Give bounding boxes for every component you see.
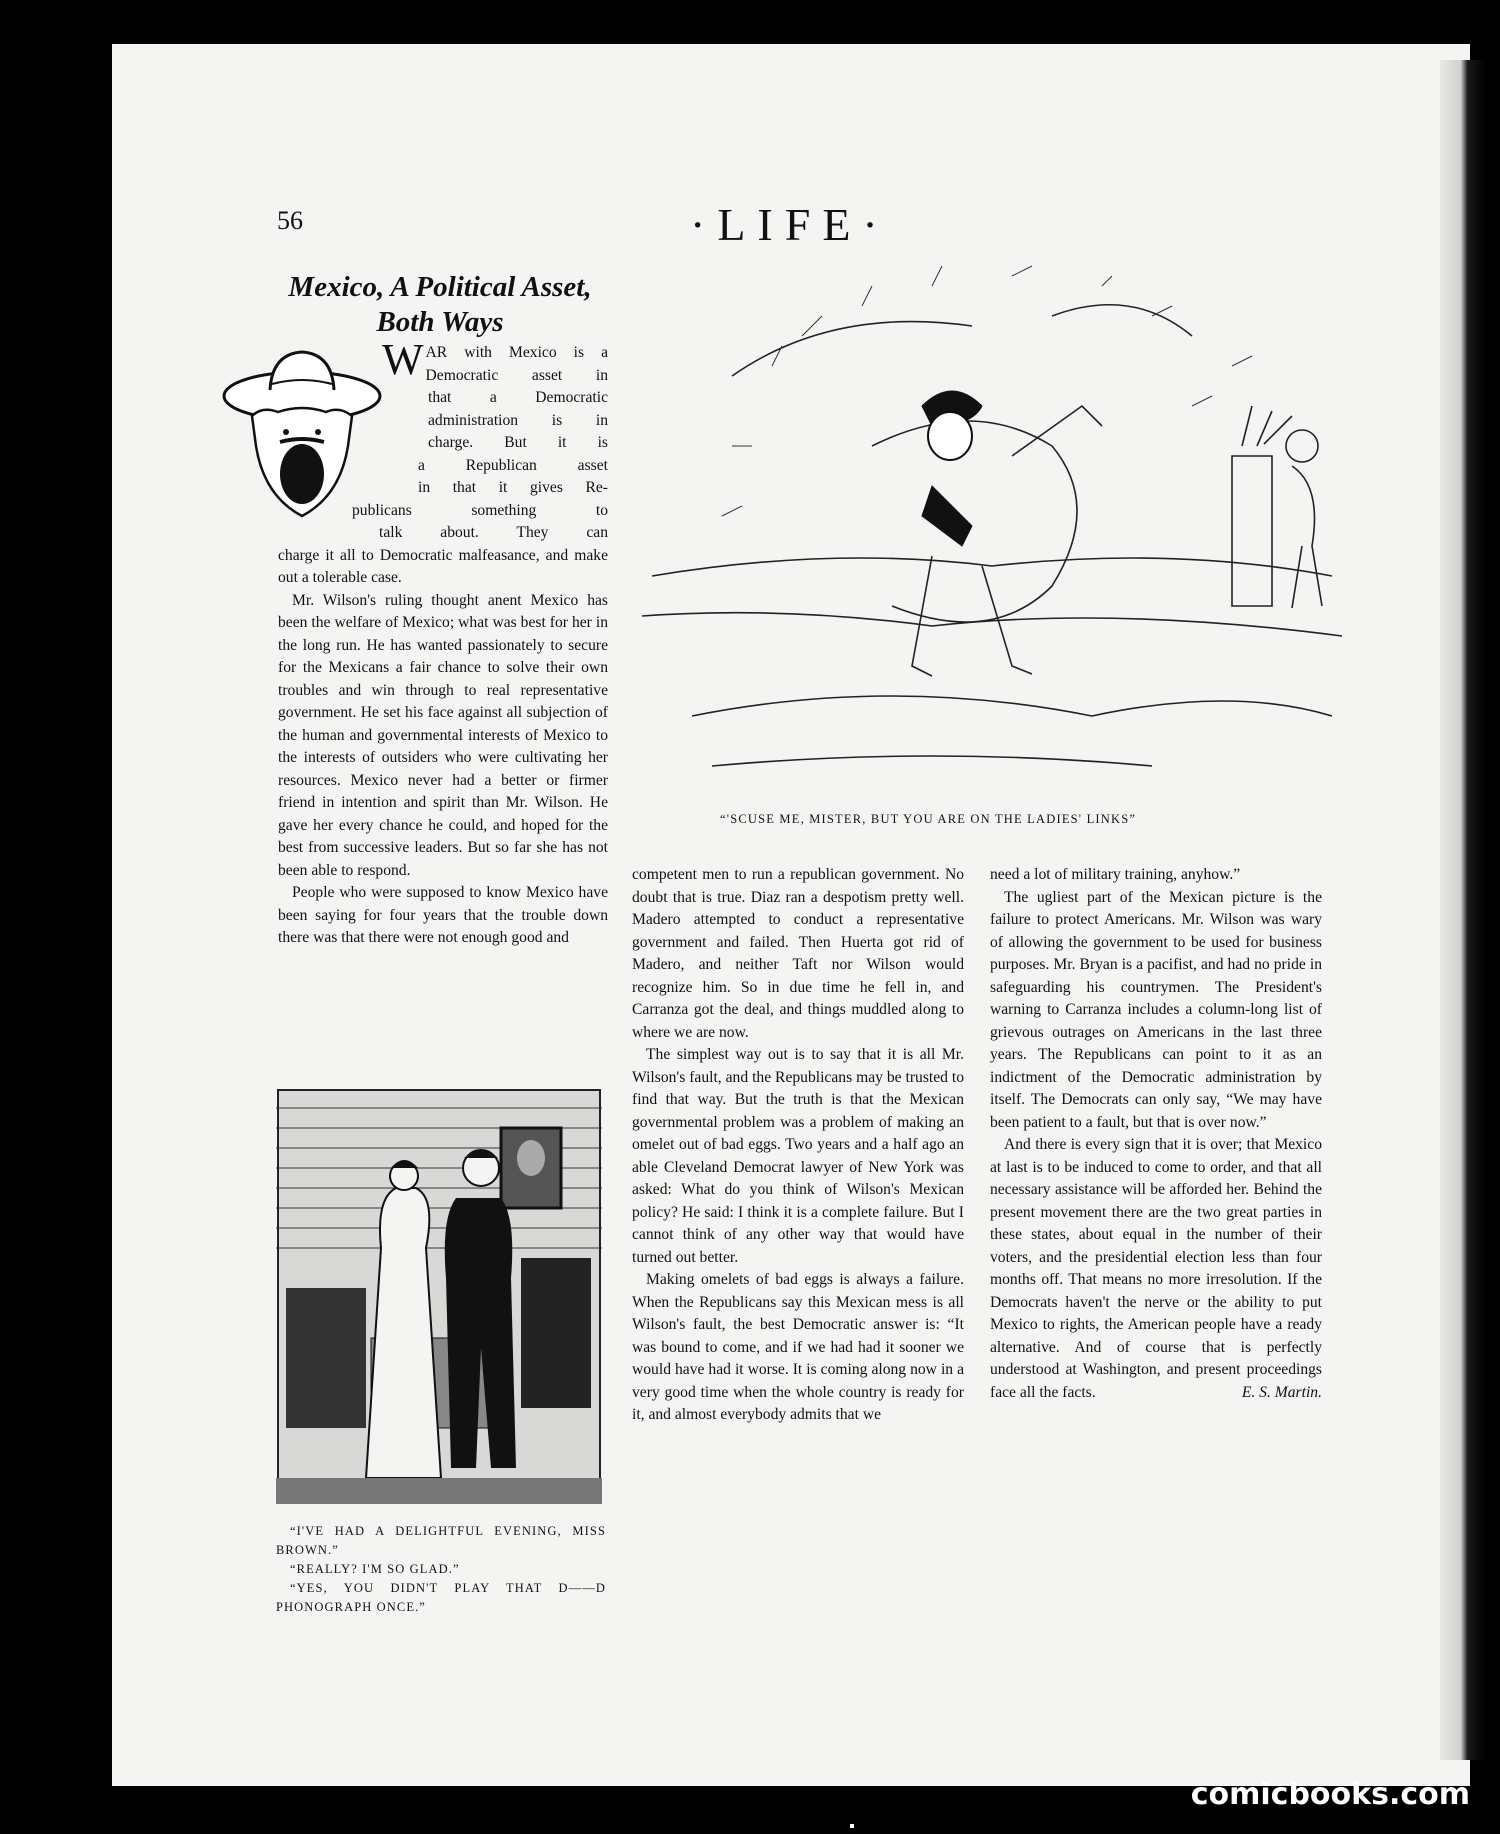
intro-line: Democratic asset in — [425, 366, 608, 384]
drop-cap: W — [382, 335, 424, 384]
intro-line: AR with Mexico is a — [425, 344, 608, 361]
article-paragraph: competent men to run a republican government. No doubt that is true. Diaz ran a despotism pretty well. Madero attempted to conduct a representative government and failed. Then Huerta got rid of Madero, and neither Taft nor Wilson would recognize him. So in due time he fell in, and Carranza got the deal, and things muddled along to where we are now. — [632, 866, 964, 1041]
article-headline — [270, 270, 610, 340]
headline-line-1: Mexico, A Political Asset, — [288, 271, 592, 303]
parlor-cartoon-illustration — [276, 1088, 602, 1504]
article-paragraph: Making omelets of bad eggs is always a failure. When the Republicans say this Mexican mess is all Wilson's fault, the best Democratic answer is: “It was bound to come, and if we had had it sooner we would have had it worse. It is coming along now in a very good time when the whole country is ready for it, and almost everybody admits that we — [632, 1271, 964, 1423]
article-column-1 — [278, 335, 608, 950]
site-watermark: comicbooks.com — [1190, 1777, 1470, 1812]
author-signature: E. S. Martin. — [1241, 1383, 1322, 1401]
intro-line: a Republican asset — [418, 456, 608, 474]
caption-line: “YES, YOU DIDN'T PLAY THAT D——D PHONOGRAPH ONCE.” — [276, 1581, 606, 1614]
parlor-cartoon-caption — [276, 1522, 606, 1617]
scan-speck — [850, 1824, 854, 1828]
article-intro — [352, 335, 608, 545]
article-paragraph: Mr. Wilson's ruling thought anent Mexico has been the welfare of Mexico; what was best for her in the long run. He has wanted passionately to secure for the Mexicans a fair chance to solve their own troubles and win through to real representative government. He set his face against all subjection of the human and governmental interests of Mexico to the interests of outsiders who were cultivating her resources. Mexico never had a better or firmer friend in intention and spirit than Mr. Wilson. He gave her every chance he could, and hoped for the best from successive leaders. But so far she has not been able to respond. — [278, 591, 608, 879]
intro-line: charge. But it is — [428, 434, 608, 451]
page-number: 56 — [277, 206, 303, 235]
caption-line: “REALLY? I'M SO GLAD.” — [290, 1562, 460, 1576]
article-paragraph: The ugliest part of the Mexican picture is the failure to protect Americans. Mr. Wilson was wary of allowing the government to be used for business purposes. Mr. Bryan is a pacifist, and had no pride in safeguarding his countrymen. The President's warning to Carranza includes a column-long list of grievous outrages on Americans in the last three years. The Republicans can point to it as an indictment of the Democratic administration by itself. The Democrats can only say, “We may have been patient to a fault, but that is over now.” — [990, 888, 1322, 1131]
headline-line-2: Both Ways — [376, 306, 504, 338]
intro-line: talk about. They can — [379, 524, 608, 541]
golf-cartoon-caption: “'SCUSE ME, MISTER, BUT YOU ARE ON THE LADIES' LINKS” — [720, 812, 1137, 826]
caption-line: “I'VE HAD A DELIGHTFUL EVENING, MISS BROWN.” — [276, 1524, 606, 1557]
article-paragraph-text: And there is every sign that it is over; that Mexico at last is to be induced to come to order, and that all necessary assistance will be afforded her. Behind the present movement there are the two great parties in these states, about equal in the number of their voters, and the presidential election less than four months off. That means no more irresolution. If the Democrats haven't the nerve or the ability to put Mexico to rights, the American people have a ready alternative. And of course that is perfectly understood at Washington, and present proceedings face all the facts. — [990, 1136, 1322, 1401]
page-spine-shadow — [1440, 60, 1486, 1760]
article-column-3 — [990, 864, 1322, 1404]
masthead-life: ·LIFE· — [690, 199, 890, 250]
article-paragraph: The simplest way out is to say that it is all Mr. Wilson's fault, and the Republicans may be trusted to find that way. But the truth is that the Mexican governmental problem was a problem of making an omelet out of bad eggs. Two years and a half ago an able Cleveland Democrat lawyer of New York was asked: What do you think of Wilson's Mexican policy? He said: I think it is a complete failure. But I cannot think of any other way that would have turned out better. — [632, 1046, 964, 1266]
golf-cartoon-illustration — [632, 246, 1352, 792]
intro-line: publicans something to — [352, 501, 608, 519]
intro-line: administration is in — [428, 411, 608, 429]
article-paragraph: need a lot of military training, anyhow.” — [990, 866, 1241, 883]
article-paragraph: People who were supposed to know Mexico have been saying for four years that the trouble down there was that there were not enough good and — [278, 884, 608, 946]
intro-line: that a Democratic — [428, 389, 608, 406]
article-paragraph: charge it all to Democratic malfeasance, and make out a tolerable case. — [278, 546, 608, 586]
article-paragraph — [990, 1134, 1322, 1404]
intro-line: in that it gives Re- — [418, 479, 608, 496]
article-column-2 — [632, 864, 964, 1427]
